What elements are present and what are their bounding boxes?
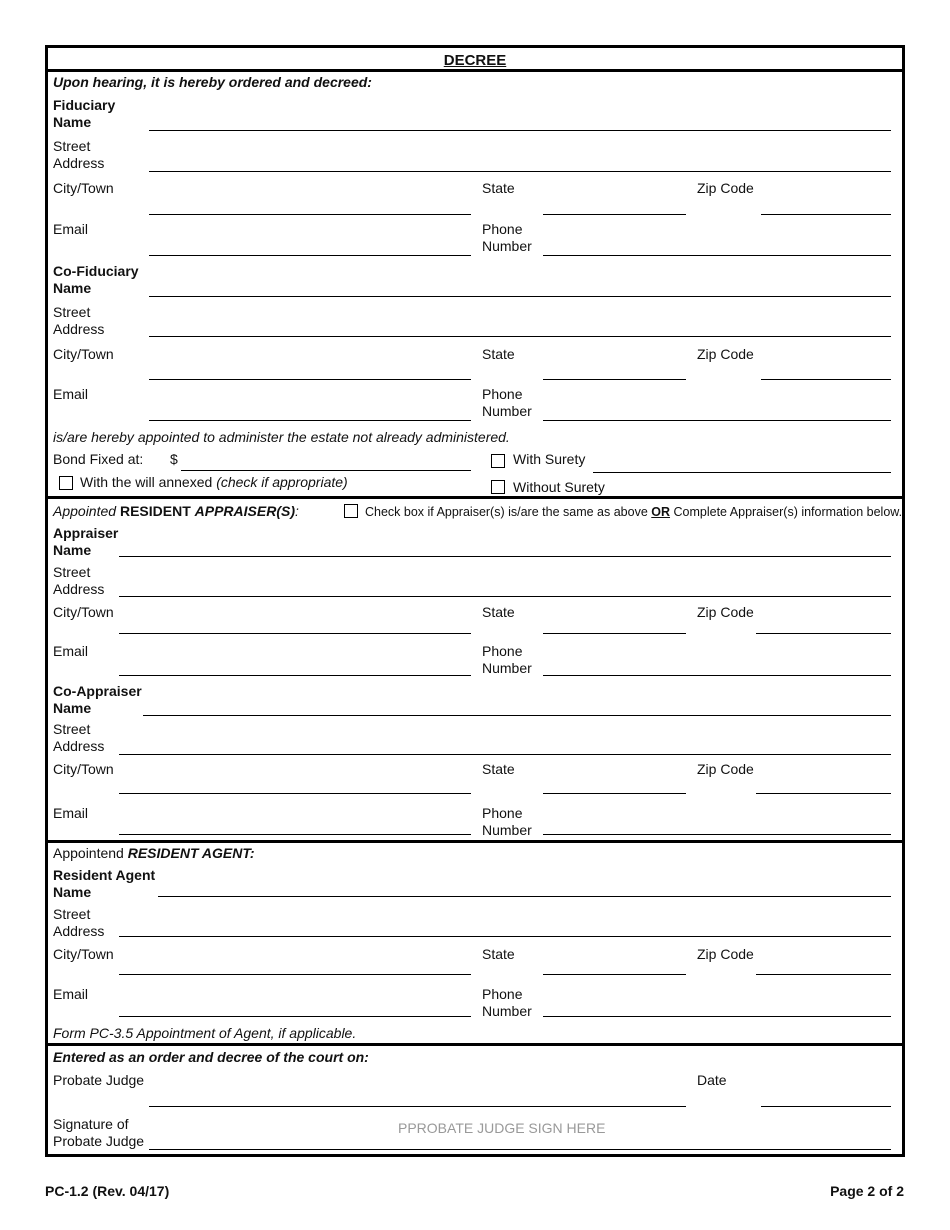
co-fiduciary-address-label: Address: [53, 321, 105, 337]
bond-amount-field[interactable]: [181, 470, 471, 471]
agent-section-heading: Appointend RESIDENT AGENT:: [53, 845, 255, 861]
appraiser-number-label: Number: [482, 660, 532, 676]
appraiser-state-label: State: [482, 604, 515, 620]
appraiser-phone-field[interactable]: [543, 675, 891, 676]
co-appraiser-name-field[interactable]: [143, 715, 891, 716]
co-appraiser-number-label: Number: [482, 822, 532, 838]
co-appraiser-city-label: City/Town: [53, 761, 114, 777]
co-appraiser-street-label: Street: [53, 721, 91, 737]
appraiser-address-label: Address: [53, 581, 105, 597]
agent-street-field[interactable]: [119, 936, 891, 937]
appraiser-name-label: Name: [53, 542, 92, 558]
appraiser-street-label: Street: [53, 564, 91, 580]
co-appraiser-state-field[interactable]: [543, 793, 686, 794]
form-title: DECREE: [443, 52, 507, 69]
form-id: PC-1.2 (Rev. 04/17): [45, 1183, 170, 1199]
co-fiduciary-state-field[interactable]: [543, 379, 686, 380]
agent-city-label: City/Town: [53, 946, 114, 962]
appraiser-city-field[interactable]: [119, 633, 471, 634]
fiduciary-street-label: Street: [53, 138, 91, 154]
divider: [48, 69, 902, 72]
with-surety-checkbox[interactable]: [491, 454, 505, 468]
court-heading: Entered as an order and decree of the court on:: [53, 1049, 369, 1065]
appraiser-email-field[interactable]: [119, 675, 471, 676]
agent-name-label: Name: [53, 884, 92, 900]
appraiser-state-field[interactable]: [543, 633, 686, 634]
date-field[interactable]: [761, 1106, 891, 1107]
co-fiduciary-state-label: State: [482, 346, 515, 362]
co-fiduciary-phone-field[interactable]: [543, 420, 891, 421]
agent-heading: Resident Agent: [53, 867, 156, 883]
sign-here-placeholder: PPROBATE JUDGE SIGN HERE: [398, 1120, 606, 1136]
fiduciary-state-label: State: [482, 180, 515, 196]
co-appraiser-address-label: Address: [53, 738, 105, 754]
agent-phone-label: Phone: [482, 986, 523, 1002]
agent-email-field[interactable]: [119, 1016, 471, 1017]
fiduciary-state-field[interactable]: [543, 214, 686, 215]
fiduciary-number-label: Number: [482, 238, 532, 254]
fiduciary-heading: Fiduciary: [53, 97, 116, 113]
same-as-above-checkbox[interactable]: [344, 504, 358, 518]
fiduciary-city-label: City/Town: [53, 180, 114, 196]
co-fiduciary-city-label: City/Town: [53, 346, 114, 362]
probate-judge-label: Probate Judge: [53, 1072, 145, 1088]
divider: [48, 496, 902, 499]
appraiser-name-field[interactable]: [119, 556, 891, 557]
appraiser-heading: Appraiser: [53, 525, 119, 541]
co-fiduciary-zip-label: Zip Code: [697, 346, 754, 362]
co-fiduciary-email-field[interactable]: [149, 420, 471, 421]
will-annexed-label: With the will annexed (check if appropriate): [80, 474, 348, 490]
fiduciary-street-field[interactable]: [149, 171, 891, 172]
fiduciary-name-field[interactable]: [149, 130, 891, 131]
co-fiduciary-phone-label: Phone: [482, 386, 523, 402]
appraisers-heading: Appointed RESIDENT APPRAISER(S):: [53, 503, 299, 519]
co-appraiser-zip-field[interactable]: [756, 793, 891, 794]
agent-phone-field[interactable]: [543, 1016, 891, 1017]
co-appraiser-email-field[interactable]: [119, 834, 471, 835]
co-fiduciary-street-label: Street: [53, 304, 91, 320]
co-fiduciary-heading: Co-Fiduciary: [53, 263, 139, 279]
agent-address-label: Address: [53, 923, 105, 939]
fiduciary-email-field[interactable]: [149, 255, 471, 256]
co-appraiser-state-label: State: [482, 761, 515, 777]
fiduciary-zip-field[interactable]: [761, 214, 891, 215]
signature-probate-judge-label: Probate Judge: [53, 1133, 145, 1149]
divider: [48, 840, 902, 843]
co-fiduciary-city-field[interactable]: [149, 379, 471, 380]
appraiser-zip-field[interactable]: [756, 633, 891, 634]
agent-zip-label: Zip Code: [697, 946, 754, 962]
co-appraiser-heading: Co-Appraiser: [53, 683, 142, 699]
co-fiduciary-email-label: Email: [53, 386, 89, 402]
agent-street-label: Street: [53, 906, 91, 922]
co-appraiser-name-label: Name: [53, 700, 92, 716]
agent-email-label: Email: [53, 986, 89, 1002]
will-annexed-checkbox[interactable]: [59, 476, 73, 490]
co-appraiser-city-field[interactable]: [119, 793, 471, 794]
agent-number-label: Number: [482, 1003, 532, 1019]
divider: [48, 1043, 902, 1046]
co-appraiser-street-field[interactable]: [119, 754, 891, 755]
fiduciary-city-field[interactable]: [149, 214, 471, 215]
agent-state-label: State: [482, 946, 515, 962]
with-surety-label: With Surety: [513, 451, 586, 467]
appraiser-email-label: Email: [53, 643, 89, 659]
page-number: Page 2 of 2: [830, 1183, 904, 1199]
appraiser-zip-label: Zip Code: [697, 604, 754, 620]
agent-zip-field[interactable]: [756, 974, 891, 975]
co-appraiser-zip-label: Zip Code: [697, 761, 754, 777]
decree-form: [45, 45, 905, 1157]
co-fiduciary-number-label: Number: [482, 403, 532, 419]
co-appraiser-phone-field[interactable]: [543, 834, 891, 835]
co-appraiser-email-label: Email: [53, 805, 89, 821]
agent-state-field[interactable]: [543, 974, 686, 975]
co-fiduciary-street-field[interactable]: [149, 336, 891, 337]
co-appraiser-phone-label: Phone: [482, 805, 523, 821]
fiduciary-phone-label: Phone: [482, 221, 523, 237]
without-surety-label: Without Surety: [513, 479, 605, 495]
agent-city-field[interactable]: [119, 974, 471, 975]
fiduciary-email-label: Email: [53, 221, 89, 237]
probate-judge-field[interactable]: [149, 1106, 686, 1107]
co-fiduciary-name-label: Name: [53, 280, 92, 296]
fiduciary-name-label: Name: [53, 114, 92, 130]
surety-field[interactable]: [593, 472, 891, 473]
intro-text: Upon hearing, it is hereby ordered and decreed:: [53, 74, 372, 90]
appraiser-street-field[interactable]: [119, 596, 891, 597]
same-as-above-text: Check box if Appraiser(s) is/are the same as above OR Complete Appraiser(s) information below.: [365, 505, 903, 519]
without-surety-checkbox[interactable]: [491, 480, 505, 494]
date-label: Date: [697, 1072, 727, 1088]
appraiser-phone-label: Phone: [482, 643, 523, 659]
bond-currency: $: [170, 451, 178, 467]
fiduciary-address-label: Address: [53, 155, 105, 171]
fiduciary-zip-label: Zip Code: [697, 180, 754, 196]
co-fiduciary-zip-field[interactable]: [761, 379, 891, 380]
appraiser-city-label: City/Town: [53, 604, 114, 620]
co-fiduciary-name-field[interactable]: [149, 296, 891, 297]
fiduciary-phone-field[interactable]: [543, 255, 891, 256]
agent-form-note: Form PC-3.5 Appointment of Agent, if applicable.: [53, 1025, 357, 1041]
bond-label: Bond Fixed at:: [53, 451, 144, 467]
agent-name-field[interactable]: [158, 896, 891, 897]
signature-of-label: Signature of: [53, 1116, 129, 1132]
signature-field[interactable]: [149, 1149, 891, 1150]
appointment-text: is/are hereby appointed to administer the estate not already administered.: [53, 429, 510, 445]
